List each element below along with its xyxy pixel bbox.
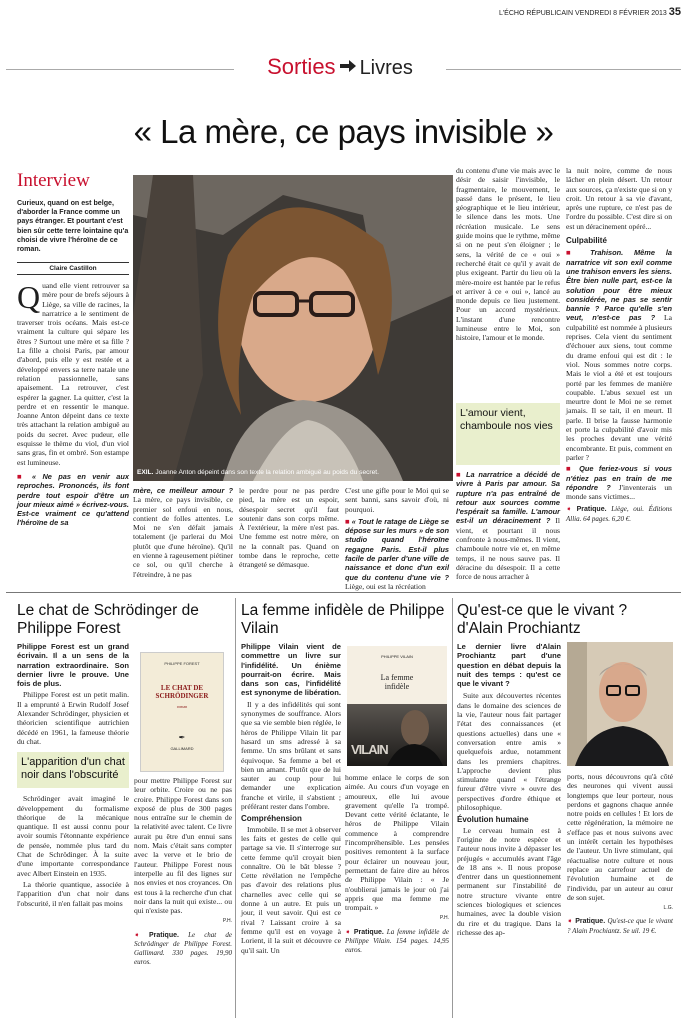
publisher-logo-icon: ✒	[178, 733, 186, 742]
answer-text: La mère, ce pays invisible, ce premier sol enfoui en nous, contient de folles attentes. Le Moi ne s'en défait jamais totalement (je parlerai du Moi plutôt que d'une héroïne). Qu'il en vienne à rageusement piétiner ce sol, ou qu'il cherche à l'étreindre, à ne pas	[133, 495, 233, 579]
question-block	[17, 472, 129, 528]
schrodinger-col2	[134, 776, 232, 1006]
schrodinger-p1: Philippe Forest est un petit malin. Il a emprunté à Erwin Rudolf Josef Alexander Schrödinger, physicien et théoricien scientifique autrichien décédé en 1961, la fameuse théorie du chat.	[17, 690, 129, 746]
pratique-text: Le chat de Schrödinger de Philippe Forest. Gallimard. 330 pages. 19,90 euros.	[134, 930, 232, 966]
prochiantz-photo	[567, 642, 673, 766]
interview-chapo: Curieux, quand on est belge, d'aborder la France comme un pays étranger. Et pourtant c'est bien sûr cette terre lointaine qu'a choisi de vivre l'héroïne de ce roman.	[17, 199, 129, 254]
schrodinger-book-cover	[140, 652, 224, 772]
schrodinger-pullquote	[17, 752, 129, 788]
arrow-bullet-icon: ➧	[566, 505, 572, 514]
book-title: La femme infidèle	[380, 673, 414, 691]
caption-label: EXIL.	[137, 469, 154, 476]
answer-text: La culpabilité est nommée à plusieurs reprises. Cela vient du sentiment d'échouer aux siens, tout comme du drame enfoui qui est dit : le viol. Nous sommes notre corps. Mais le viol a été et est toujours porté par les femmes de manière coupable. L'abus sexuel est un meurtre dont le Moi ne se remet jamais. Il se tait, il en meurt. Il parle. Il brise la fausse harmonie et porte la culpabilité d'avoir mis les proches devant une vérité encombrante. Et puis, comment en parler ?	[566, 313, 672, 462]
answer-text: J'inventerais un monde sans victimes...	[566, 482, 672, 502]
prochiantz-p3: ports, nous découvrons qu'à côté des neurones qui vivent aussi longtemps que leur porteur, nous perdons et gagnons chaque année notre poids en cellules ! Et lors de cette régénération, la mémoire ne s'efface pas et nous suivons avec un intérêt certain les hypothèses de l'auteur. Un livre stimulant, qui réactualise notre culture et nous replace au carrefour actuel de l'évolution humaine et de l'individu, par un auteur au cœur de son sujet.	[567, 772, 673, 902]
pratique-label: Pratique.	[575, 918, 606, 926]
article-title: « La mère, ce pays invisible »	[133, 113, 554, 150]
pratique-label: Pratique.	[353, 928, 384, 936]
vilain-col2	[345, 773, 449, 1003]
vilain-p3: homme enlace le corps de son aimée. Au cours d'un voyage en amoureux, elle lui avoue gravement qu'elle l'a trompé. Devant cette vérité éclatante, le héros de Philippe Vilain commence à comprendre l'incompréhensible. Les pensées positives remontent à la surface pour éclairer un nouveau jour, permettant de faire dire au héros de Philippe Vilain : « Je n'oublierai jamais le jour où j'ai appris que ma femme me trompait. »	[345, 773, 449, 913]
section-separator	[6, 592, 681, 593]
arrow-bullet-icon: ➧	[345, 927, 351, 936]
author-name: Claire Castillon	[49, 265, 97, 272]
col1-paragraph: uand elle vient retrouver sa mère pour de brefs séjours à Liège, sa ville de racines, la narratrice a le sentiment de traverser trois océans. Mais est-ce vraiment la culture qui sépare les êtres ? Surtout une mère et sa fille ? La fille a choisi Paris, par amour d'abord, puis elle y est restée et a développé envers sa terre natale une relation passionnelle, sans apaisement. La retrouver, c'est espérer la gagner. La quitter, c'est la perdre et en ressentir le manque. Joanne Anton dépeint dans ce texte très attachant la relation ambiguë au poids du secret. Avec pudeur, elle esquisse le thème du viol, d'un viol sans gras, fin et ombré. Son estampe est lumineuse.	[17, 281, 129, 467]
arrow-bullet-icon: ➧	[134, 930, 140, 939]
prochiantz-p1: Suite aux découvertes récentes dans le domaine des sciences de la vie, l'auteur nous fait partager l'état des connaissances (et questions actuelles) dans une « conversation entre amis » quelquefois ardue, notamment dans les premiers chapitres. L'approche devient plus stimulante quand « l'étrange fureur d'être vivre » ouvre des perspectives d'ordre éthique et philosophique.	[457, 691, 561, 813]
interview-col2	[133, 486, 233, 586]
red-bullet-icon: ■	[345, 516, 350, 526]
question-block-2	[345, 517, 449, 591]
interview-col3	[239, 486, 339, 586]
pratique-label: Pratique.	[576, 506, 607, 514]
schrodinger-col1	[17, 642, 129, 1002]
book-author: PHILIPPE VILAIN	[381, 654, 413, 659]
book-title: LE CHAT DE SCHRÖDINGER	[155, 684, 209, 700]
vilain-subhead: Compréhension	[241, 814, 302, 824]
prochiantz-col2	[567, 772, 673, 1008]
byline-rule-bottom	[17, 274, 129, 275]
vilain-p1: Il y a des infidélités qui sont synonymes de souffrance. Alors que sa vie semble bien réglée, le héros de Philippe Vilain lit par hasard un sms adressé à sa femme. Un sms brûlant et sans équivoque. Sa femme a bel et bien un amant. Plutôt que de lui sauter au coup pour lui demander une explication franche et virile, il s'abstient ; préférant rester dans l'ombre.	[241, 699, 341, 812]
book-overlay-name: VILAIN	[351, 742, 388, 757]
initials: P.H.	[439, 915, 449, 922]
section-name: Sorties	[267, 54, 336, 79]
arrow-bullet-icon: ➧	[567, 917, 573, 926]
col6-text: la nuit noire, comme de nous lâcher en plein désert. Un retour aux sources, ça n'existe que si on y croit. Un retour à sa vie d'avant, après une rupture, ce n'est pas de l'ordre du possible. C'est dire si on est un déracinement opéré...	[566, 166, 672, 231]
rule-top-left	[6, 69, 234, 70]
rule-top-right	[446, 69, 681, 70]
interview-col5	[456, 166, 560, 403]
vilain-col1	[241, 642, 341, 1004]
schrodinger-p2: Schrödinger avait imaginé le développement du formalisme théorique de la mécanique quantique. Il est aussi connu pour avoir soumis l'étonnante expérience de pensée, nommée plus tard du Chat de Schrödinger. À la suite d'une importante correspondance avec Albert Einstein en 1935.	[17, 794, 129, 878]
book-genre: roman	[176, 704, 188, 709]
schrodinger-title: Le chat de Schrödinger de Philippe Forest	[17, 602, 199, 637]
pratique-label: Pratique.	[149, 931, 179, 939]
caption-text: Joanne Anton dépeint dans son texte la relation ambiguë au poids du secret.	[155, 469, 379, 476]
prochiantz-subhead: Évolution humaine	[457, 815, 529, 825]
vilain-title: La femme infidèle de Philippe Vilain	[241, 602, 445, 637]
red-bullet-icon: ■	[17, 471, 26, 481]
paper-name: L'ÉCHO RÉPUBLICAIN	[498, 10, 574, 17]
culpabilite-head: Culpabilité	[566, 236, 607, 246]
author-portrait	[567, 642, 673, 766]
section-header	[240, 54, 440, 80]
interview-col5b	[456, 470, 560, 588]
drop-cap: Q	[17, 279, 41, 315]
initials: P.H.	[222, 918, 232, 925]
red-bullet-icon: ■	[456, 470, 463, 479]
interview-col6	[566, 166, 672, 588]
schrodinger-pullquote-text: L'apparition d'un chat noir dans l'obscurité	[21, 756, 125, 782]
pullquote-text: L'amour vient, chamboule nos vies	[460, 407, 553, 432]
portrait-illustration	[133, 175, 453, 481]
issue-date: VENDREDI 8 FÉVRIER 2013	[574, 10, 667, 17]
col4-text: C'est une gifle pour le Moi qui se sent banni, sans savoir d'où, ni pourquoi.	[345, 486, 449, 514]
author-photo	[347, 704, 447, 766]
question-text: Que feriez-vous si vous n'étiez pas en train de me répondre ?	[566, 464, 673, 492]
col3-text: le perdre pour ne pas perdre pied, la mère est un espoir, désespoir secret qu'il faut soutenir dans son corps même. À l'extérieur, la mère n'est pas. Une femme est notre mère, on ne la connaît pas. Quand on tombe dans le reproche, cette étrangeté se démasque.	[239, 486, 339, 570]
pratique-text: Liège, oui. Éditions Allia. 64 pages. 6,20 €.	[566, 505, 673, 523]
schrodinger-p3: La théorie quantique, associée à l'apparition d'un chat noir dans l'obscurité, il n'en fallait pas moins	[17, 879, 129, 908]
question-text: Trahison. Même la narratrice vit son exil comme une trahison envers les siens. Être bien nulle part, est-ce la solution pour être mieux considérée, ne pas se sentir bannie ? Parce qu'elle s'en veut, n'est-ce pas ?	[566, 248, 672, 323]
schrodinger-p4: pour mettre Philippe Forest sur leur orbite. Croire ou ne pas croire. Philippe Forest dans son exposé de plus de 300 pages nous entraîne sur le chemin de la relativité avec talent. Ce livre aurait pu être d'un ennui sans nom. Mais c'était sans compter avec la verve et le brio de l'auteur. Philippe Forest nous interpelle au fil des lignes sur nos envies et nos croyances. On est tous à la recherche d'un chat noir dans la nuit qui existe... ou qui n'existe pas.	[134, 776, 232, 916]
page-header	[0, 6, 681, 20]
column-divider	[235, 598, 236, 1018]
red-bullet-icon: ■	[566, 248, 580, 258]
byline-rule	[17, 262, 129, 263]
question-text: « Ne pas en venir aux reproches. Prononcés, ils font perdre tout espoir d'être un jour mieux aimé » écrivez-vous. Est-ce vraiment ce qu'attend l'héroïne de sa	[17, 471, 129, 528]
prochiantz-col1	[457, 642, 561, 1006]
portrait-photo	[133, 175, 453, 481]
pratique-block	[566, 505, 672, 523]
pullquote-box	[456, 403, 560, 465]
answer-text: Liège, oui est la récréation	[345, 581, 426, 591]
pratique-block	[345, 928, 449, 955]
vilain-book-cover	[347, 646, 447, 766]
pratique-text: Qu'est-ce que le vivant ? Alain Prochiantz. Se uil. 19 €.	[567, 917, 674, 936]
page-number: 35	[668, 6, 681, 18]
pratique-block	[134, 931, 232, 966]
prochiantz-title: Qu'est-ce que le vivant ? d'Alain Prochiantz	[457, 602, 628, 637]
schrodinger-lead: Philippe Forest est un grand écrivain. Il a un sens de la narration extraordinaire. Son dernier livre le prouve. Une fois de plus.	[17, 642, 129, 689]
vilain-p2: Immobile. Il se met à observer les faits et gestes de celle qui partage sa vie. Il s'interroge sur cette femme qu'il croyait bien connaître. Où le bât blesse ? Cette révélation ne l'empêche pas d'avoir des relations plus charnelles avec celle qui se donne à un autre. Et puis un jour, il veut savoir. Qui est ce rival ? Laissant croire à sa femme qu'il est en voyage à Lorient, il la suit et découvre ce qu'il sait. Un	[241, 824, 341, 955]
pratique-text: La femme infidèle de Philippe Vilain. 154 pages. 14,95 euros.	[345, 927, 450, 954]
book-publisher: GALLIMARD	[170, 746, 194, 751]
interview-label: Interview	[17, 170, 90, 191]
question-text: La narratrice a décidé de vivre à Paris par amour. Sa rupture n'a pas entraîné de retour aux sources comme l'espérait sa famille. L'amour est-il un déracinement ?	[456, 470, 560, 526]
column-divider	[452, 598, 453, 1018]
question-text: « Tout le ratage de Liège se dépose sur les murs » de son studio quand l'héroïne regagne Paris. Est-il plus facile de parler d'une ville de naissance et donc d'un exil que du contenu d'une vie ?	[345, 516, 450, 582]
prochiantz-p2: Le cerveau humain est à l'origine de notre espèce et l'auteur nous invite à dépasser les préjugés « accumulés avant l'âge de 18 ans ». Il nous propose d'entrer dans un questionnement permanent sur l'instabilité de notre structure vivante entre sciences biologiques et sciences humaines, avec la double vision du rire et du tragique. Dans la richesse des ap-	[457, 825, 561, 937]
answer-text: Il vient, et pourtant il nous confronte à nous-mêmes. Il vient, chamboule notre vie et, en même temps, il ne nous sauve pas. Il déracine du désespoir. Il a cette force de nous arracher à	[456, 516, 560, 582]
question-block-3	[566, 464, 672, 501]
red-bullet-icon: ■	[566, 464, 574, 474]
interview-col4	[345, 486, 450, 591]
initials: L.G.	[663, 905, 673, 912]
photo-caption	[137, 469, 447, 477]
question-end: mère, ce meilleur amour ?	[133, 486, 233, 495]
pratique-block	[567, 917, 673, 935]
book-author: PHILIPPE FOREST	[164, 661, 200, 666]
vilain-lead: Philippe Vilain vient de commettre un livre sur l'infidélité. Un énième pourrait-on écrire. Mais dans son cas, l'infidélité est synonyme de libération.	[241, 642, 342, 698]
subsection-name: Livres	[359, 57, 413, 79]
arrow-right-icon	[340, 59, 356, 77]
prochiantz-lead: Le dernier livre d'Alain Prochiantz part d'une question en débat depuis la nuit des temps : qu'est ce que le vivant ?	[457, 642, 561, 689]
col5-text: du contenu d'une vie mais avec le désir de saisir l'invisible, le fragmentaire, le mouvement, le passé dans le présent, le lieu géographique et le lieu intérieur, le silence dans les mots. Une récréation musicale. Le sens guide moins que le rythme, même si on ne peut s'en éloigner ; le sens, la vérité de ce « oui » recherché était ce qu'il y avait de plus exigeant. Partir du lieu où la mère-moire est hantée par le refus et arriver à ce « oui », lancé au monde depuis ce lieu justement. Pour un accord mystérieux. L'instant d'une rencontre lumineuse entre le Moi, son histoire, l'amour et le monde.	[456, 166, 560, 343]
interview-col1	[17, 281, 129, 588]
